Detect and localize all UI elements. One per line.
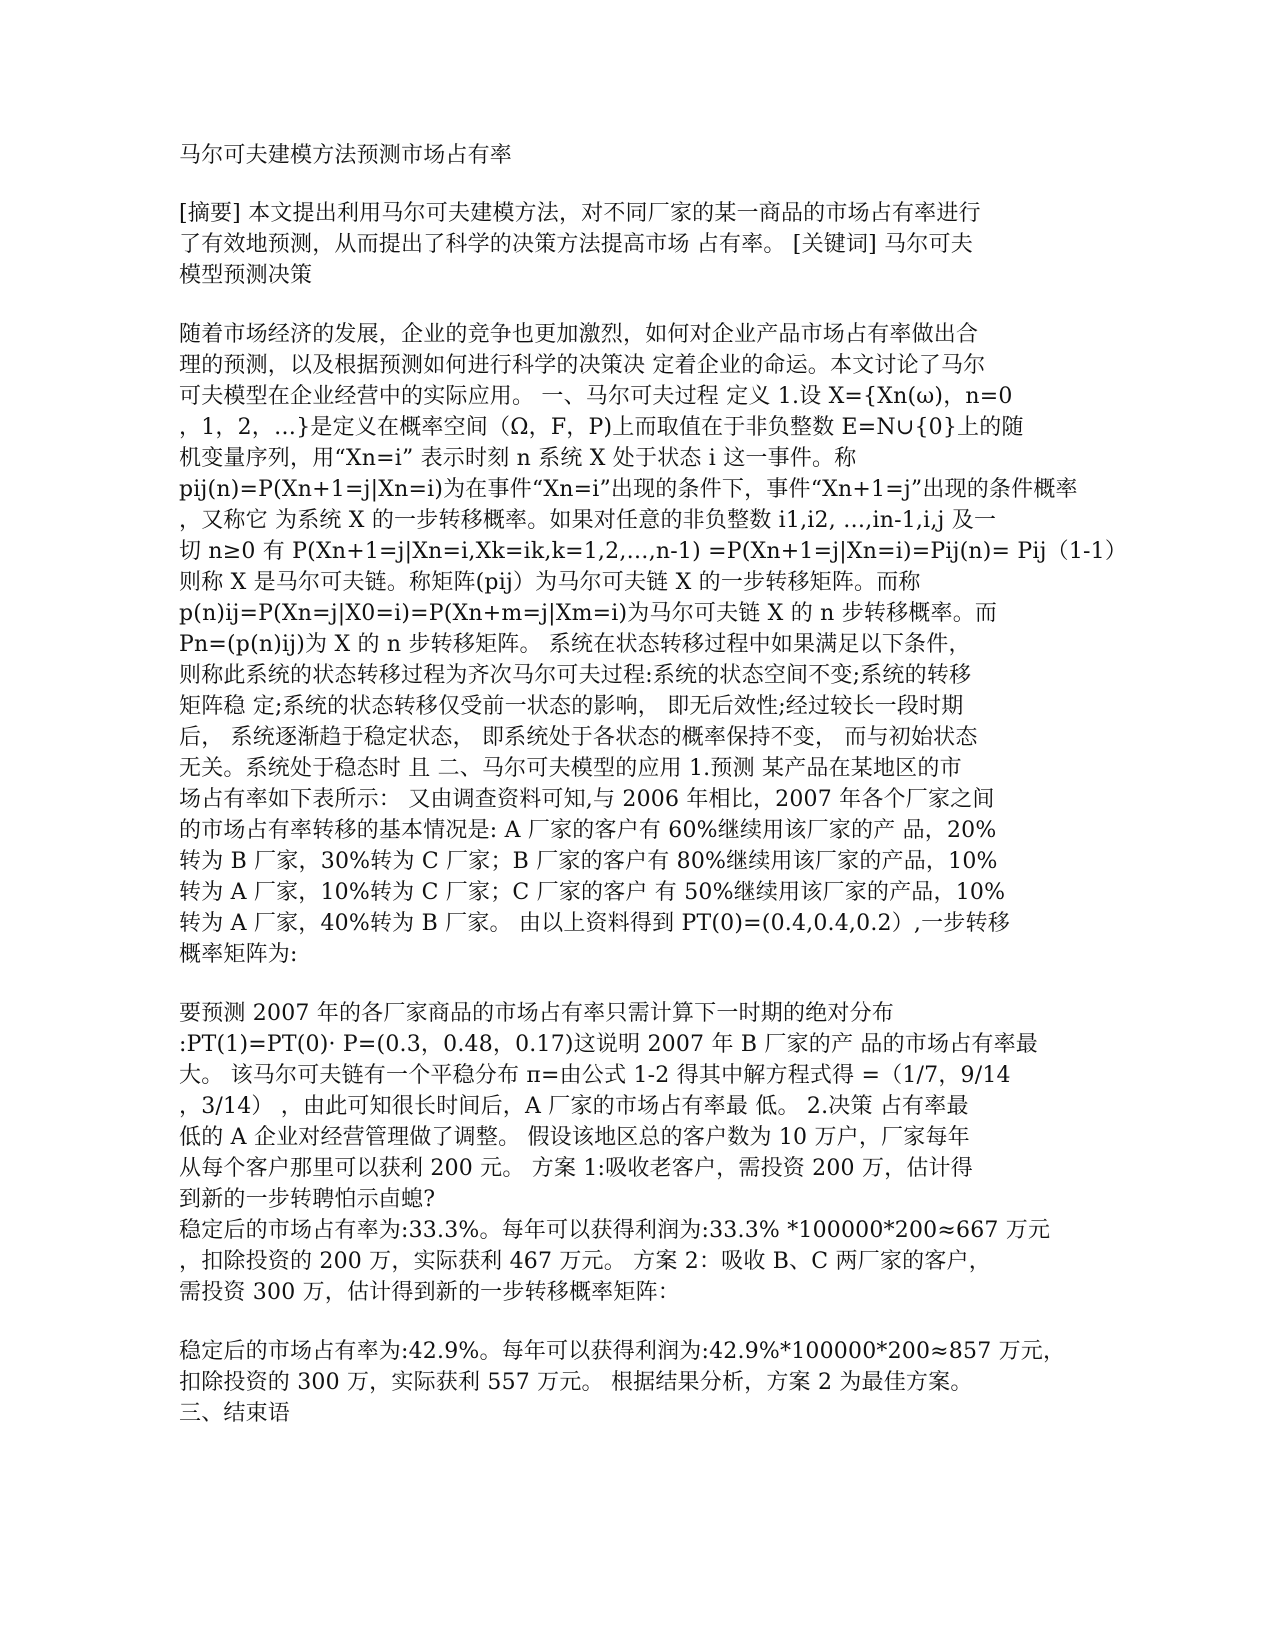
text-line: pij(n)=P(Xn+1=j|Xn=i)为在事件“Xn=i”出现的条件下，事件“Xn+1=j”出现的条件概率 <box>179 477 1078 502</box>
text-line: :PT(1)=PT(0)· P=(0.3，0.48，0.17)这说明 2007 年 B 厂家的产 品的市场占有率最 <box>179 1032 1038 1057</box>
body-paragraph-2 <box>179 998 1059 1308</box>
text-line: 机变量序列，用“Xn=i” 表示时刻 n 系统 X 处于状态 i 这一事件。称 <box>179 446 857 471</box>
text-line: 转为 A 厂家，10%转为 C 厂家；C 厂家的客户 有 50%继续用该厂家的产品，10% <box>179 880 1006 905</box>
paragraph-gap <box>179 1308 1059 1336</box>
body-paragraph-3 <box>179 1336 1066 1429</box>
text-line: 的市场占有率转移的基本情况是: A 厂家的客户有 60%继续用该厂家的产 品，20% <box>179 818 997 843</box>
abstract-line: [摘要] 本文提出利用马尔可夫建模方法，对不同厂家的某一商品的市场占有率进行 <box>179 201 981 226</box>
text-line: 则称此系统的状态转移过程为齐次马尔可夫过程:系统的状态空间不变;系统的转移 <box>179 663 972 688</box>
text-line: 需投资 300 万，估计得到新的一步转移概率矩阵： <box>179 1280 680 1305</box>
abstract-paragraph <box>179 198 1059 291</box>
text-line: p(n)ij=P(Xn=j|X0=i)=P(Xn+m=j|Xm=i)为马尔可夫链 X 的 n 步转移概率。而 <box>179 601 998 626</box>
text-line: 随着市场经济的发展，企业的竞争也更加激烈，如何对企业产品市场占有率做出合 <box>179 322 979 347</box>
text-line: 要预测 2007 年的各厂家商品的市场占有率只需计算下一时期的绝对分布 <box>179 1001 894 1026</box>
text-line: 大。 该马尔可夫链有一个平稳分布 π=由公式 1-2 得其中解方程式得 =（1/7，9/14 <box>179 1063 1011 1088</box>
section-heading: 三、结束语 <box>179 1401 291 1426</box>
text-line: 扣除投资的 300 万，实际获利 557 万元。 根据结果分析，方案 2 为最佳方案。 <box>179 1370 973 1395</box>
document-title: 马尔可夫建模方法预测市场占有率 <box>179 143 513 168</box>
text-line: 无关。系统处于稳态时 且 二、马尔可夫模型的应用 1.预测 某产品在某地区的市 <box>179 756 962 781</box>
text-line: 场占有率如下表所示： 又由调查资料可知,与 2006 年相比，2007 年各个厂家之间 <box>179 787 995 812</box>
text-line: ，3/14） ，由此可知很长时间后，A 厂家的市场占有率最 低。 2.决策 占有率最 <box>179 1094 969 1119</box>
text-line: 到新的一步转聘怕示卣螅? <box>179 1187 436 1212</box>
text-line: ，1，2，…}是定义在概率空间（Ω，F，P)上而取值在于非负整数 E=N∪{0}上的随 <box>179 415 1024 440</box>
body-paragraph-1 <box>179 319 1128 970</box>
text-line: 可夫模型在企业经营中的实际应用。 一、马尔可夫过程 定义 1.设 X={Xn(ω)，n=0 <box>179 384 1013 409</box>
paragraph-gap <box>179 970 1059 998</box>
text-line: 则称 X 是马尔可夫链。称矩阵(pij）为马尔可夫链 X 的一步转移矩阵。而称 <box>179 570 921 595</box>
abstract-line: 模型预测决策 <box>179 263 313 288</box>
text-line: 转为 B 厂家，30%转为 C 厂家；B 厂家的客户有 80%继续用该厂家的产品，10% <box>179 849 998 874</box>
text-line: 稳定后的市场占有率为:33.3%。每年可以获得利润为:33.3% *100000*200≈667 万元 <box>179 1218 1051 1243</box>
text-line: 后， 系统逐渐趋于稳定状态， 即系统处于各状态的概率保持不变， 而与初始状态 <box>179 725 978 750</box>
text-line: 低的 A 企业对经营管理做了调整。 假设该地区总的客户数为 10 万户，厂家每年 <box>179 1125 970 1150</box>
text-line: 矩阵稳 定;系统的状态转移仅受前一状态的影响， 即无后效性;经过较长一段时期 <box>179 694 964 719</box>
text-line: 转为 A 厂家，40%转为 B 厂家。 由以上资料得到 PT(0)=(0.4,0.4,0.2）,一步转移 <box>179 911 1010 936</box>
text-line: ，又称它 为系统 X 的一步转移概率。如果对任意的非负整数 i1,i2, …,in-1,i,j 及一 <box>179 508 997 533</box>
document-body <box>179 140 1128 1429</box>
text-line: 理的预测，以及根据预测如何进行科学的决策决 定着企业的命运。本文讨论了马尔 <box>179 353 986 378</box>
paragraph-gap <box>179 291 1059 319</box>
text-line: 切 n≥0 有 P(Xn+1=j|Xn=i,Xk=ik,k=1,2,…,n-1) =P(Xn+1=j|Xn=i)=Pij(n)= Pij（1-1） <box>179 539 1128 564</box>
text-line: 概率矩阵为: <box>179 942 298 967</box>
text-line: 稳定后的市场占有率为:42.9%。每年可以获得利润为:42.9%*100000*200≈857 万元， <box>179 1339 1066 1364</box>
abstract-line: 了有效地预测，从而提出了科学的决策方法提高市场 占有率。 [关键词] 马尔可夫 <box>179 232 973 257</box>
text-line: 从每个客户那里可以获利 200 元。 方案 1:吸收老客户，需投资 200 万，估计得 <box>179 1156 973 1181</box>
text-line: ，扣除投资的 200 万，实际获利 467 万元。 方案 2：吸收 B、C 两厂家的客户， <box>179 1249 991 1274</box>
text-line: Pn=(p(n)ij)为 X 的 n 步转移矩阵。 系统在状态转移过程中如果满足以下条件， <box>179 632 971 657</box>
